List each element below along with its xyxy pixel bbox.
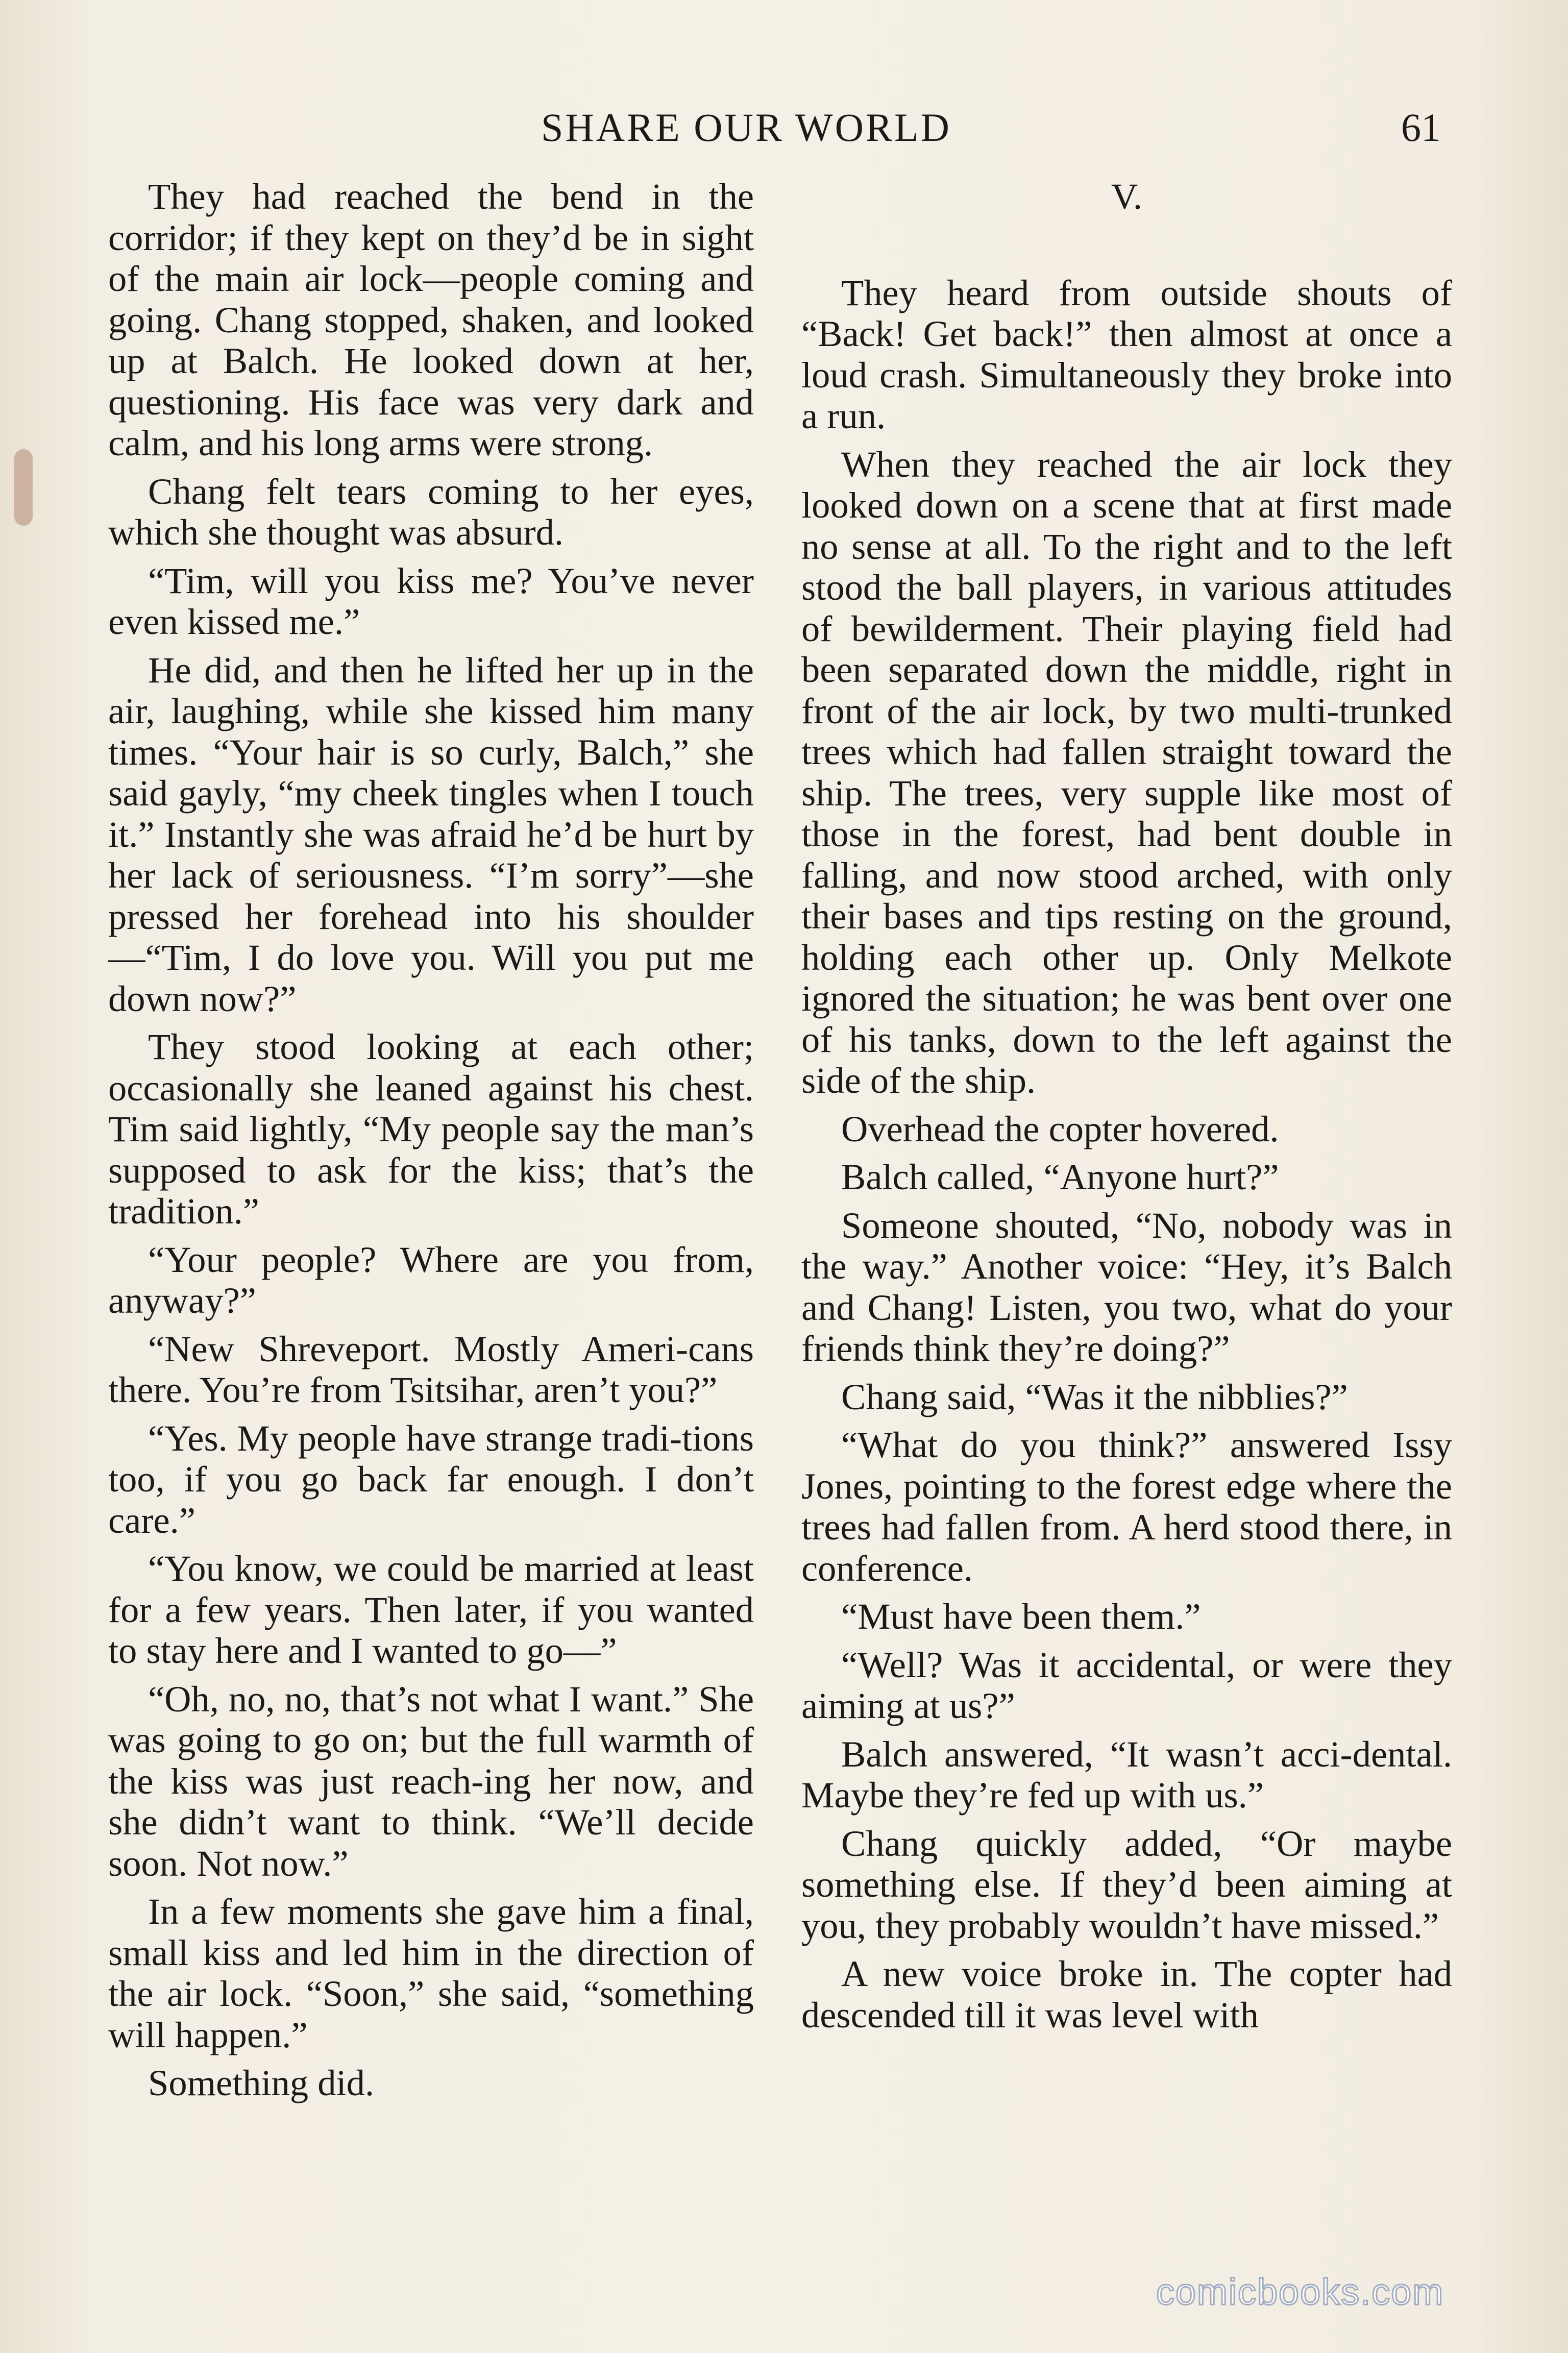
paragraph: They had reached the bend in the corridor; if they kept on they’d be in sight of the main air lock—people coming and going. Chang stopped, shaken, and looked up at Balch. He looked down at her, questioning. His face was very dark and calm, and his long arms were strong.: [108, 176, 754, 463]
paragraph: They stood looking at each other; occasionally she leaned against his chest. Tim said lightly, “My people say the man’s supposed to ask for the kiss; that’s the tradition.”: [108, 1026, 754, 1232]
paragraph: When they reached the air lock they looked down on a scene that at first made no sense at all. To the right and to the left stood the ball players, in various attitudes of bewilderment. Their playing field had been separated down the middle, right in front of the air lock, by two multi-trunked trees which had fallen straight toward the ship. The trees, very supple like most of those in the forest, had bent double in falling, and now stood arched, with only their bases and tips resting on the ground, holding each other up. Only Melkote ignored the situation; he was bent over one of his tanks, down to the left against the side of the ship.: [801, 443, 1452, 1101]
paragraph: “New Shreveport. Mostly Ameri-cans there. You’re from Tsitsihar, aren’t you?”: [108, 1328, 754, 1410]
paragraph: Someone shouted, “No, nobody was in the way.” Another voice: “Hey, it’s Balch and Chang! Listen, you two, what do your friends think they’re doing?”: [801, 1204, 1452, 1369]
paragraph: In a few moments she gave him a final, small kiss and led him in the direction of the air lock. “Soon,” she said, “something will happen.”: [108, 1891, 754, 2055]
paragraph: Chang said, “Was it the nibblies?”: [841, 1376, 1348, 1417]
paragraph: Chang felt tears coming to her eyes, which she thought was absurd.: [108, 470, 754, 553]
paragraph: “You know, we could be married at least for a few years. Then later, if you wanted to stay here and I wanted to go—”: [108, 1548, 754, 1671]
paragraph: Overhead the copter hovered.: [841, 1108, 1279, 1149]
paragraph: Something did.: [148, 2062, 375, 2103]
paragraph: “Must have been them.”: [841, 1596, 1201, 1637]
paragraph: Balch called, “Anyone hurt?”: [841, 1156, 1279, 1197]
section-heading: V.: [1111, 176, 1143, 217]
paragraph: “Tim, will you kiss me? You’ve never even kissed me.”: [108, 559, 754, 642]
watermark: comicbooks.com: [1156, 2272, 1444, 2313]
page-number: 61: [1401, 105, 1441, 150]
paragraph: Chang quickly added, “Or maybe something else. If they’d been aiming at you, they probably wouldn’t have missed.”: [801, 1822, 1452, 1946]
paragraph: “Oh, no, no, that’s not what I want.” She was going to go on; but the full warmth of the kiss was just reach-ing her now, and she didn’t want to think. “We’ll decide soon. Not now.”: [108, 1678, 754, 1884]
paragraph: “Well? Was it accidental, or were they aiming at us?”: [801, 1644, 1452, 1726]
paragraph: They heard from outside shouts of “Back! Get back!” then almost at once a loud crash. Simultaneously they broke into a run.: [801, 272, 1452, 436]
paragraph: Balch answered, “It wasn’t acci-dental. Maybe they’re fed up with us.”: [801, 1733, 1452, 1816]
paragraph: “Your people? Where are you from, anyway?”: [108, 1238, 754, 1321]
paragraph: “What do you think?” answered Issy Jones, pointing to the forest edge where the trees had fallen from. A herd stood there, in conference.: [801, 1424, 1452, 1589]
left-column: [108, 176, 754, 2111]
page-edge-stain: [14, 449, 33, 526]
running-head: SHARE OUR WORLD: [541, 105, 951, 150]
paragraph: A new voice broke in. The copter had descended till it was level with: [801, 1953, 1452, 2036]
paragraph: “Yes. My people have strange tradi-tions too, if you go back far enough. I don’t care.”: [108, 1417, 754, 1541]
right-column: [801, 176, 1452, 2043]
paragraph: He did, and then he lifted her up in the air, laughing, while she kissed him many times. “Your hair is so curly, Balch,” she said gayly, “my cheek tingles when I touch it.” Instantly she was afraid he’d be hurt by her lack of seriousness. “I’m sorry”—she pressed her forehead into his shoulder—“Tim, I do love you. Will you put me down now?”: [108, 649, 754, 1019]
